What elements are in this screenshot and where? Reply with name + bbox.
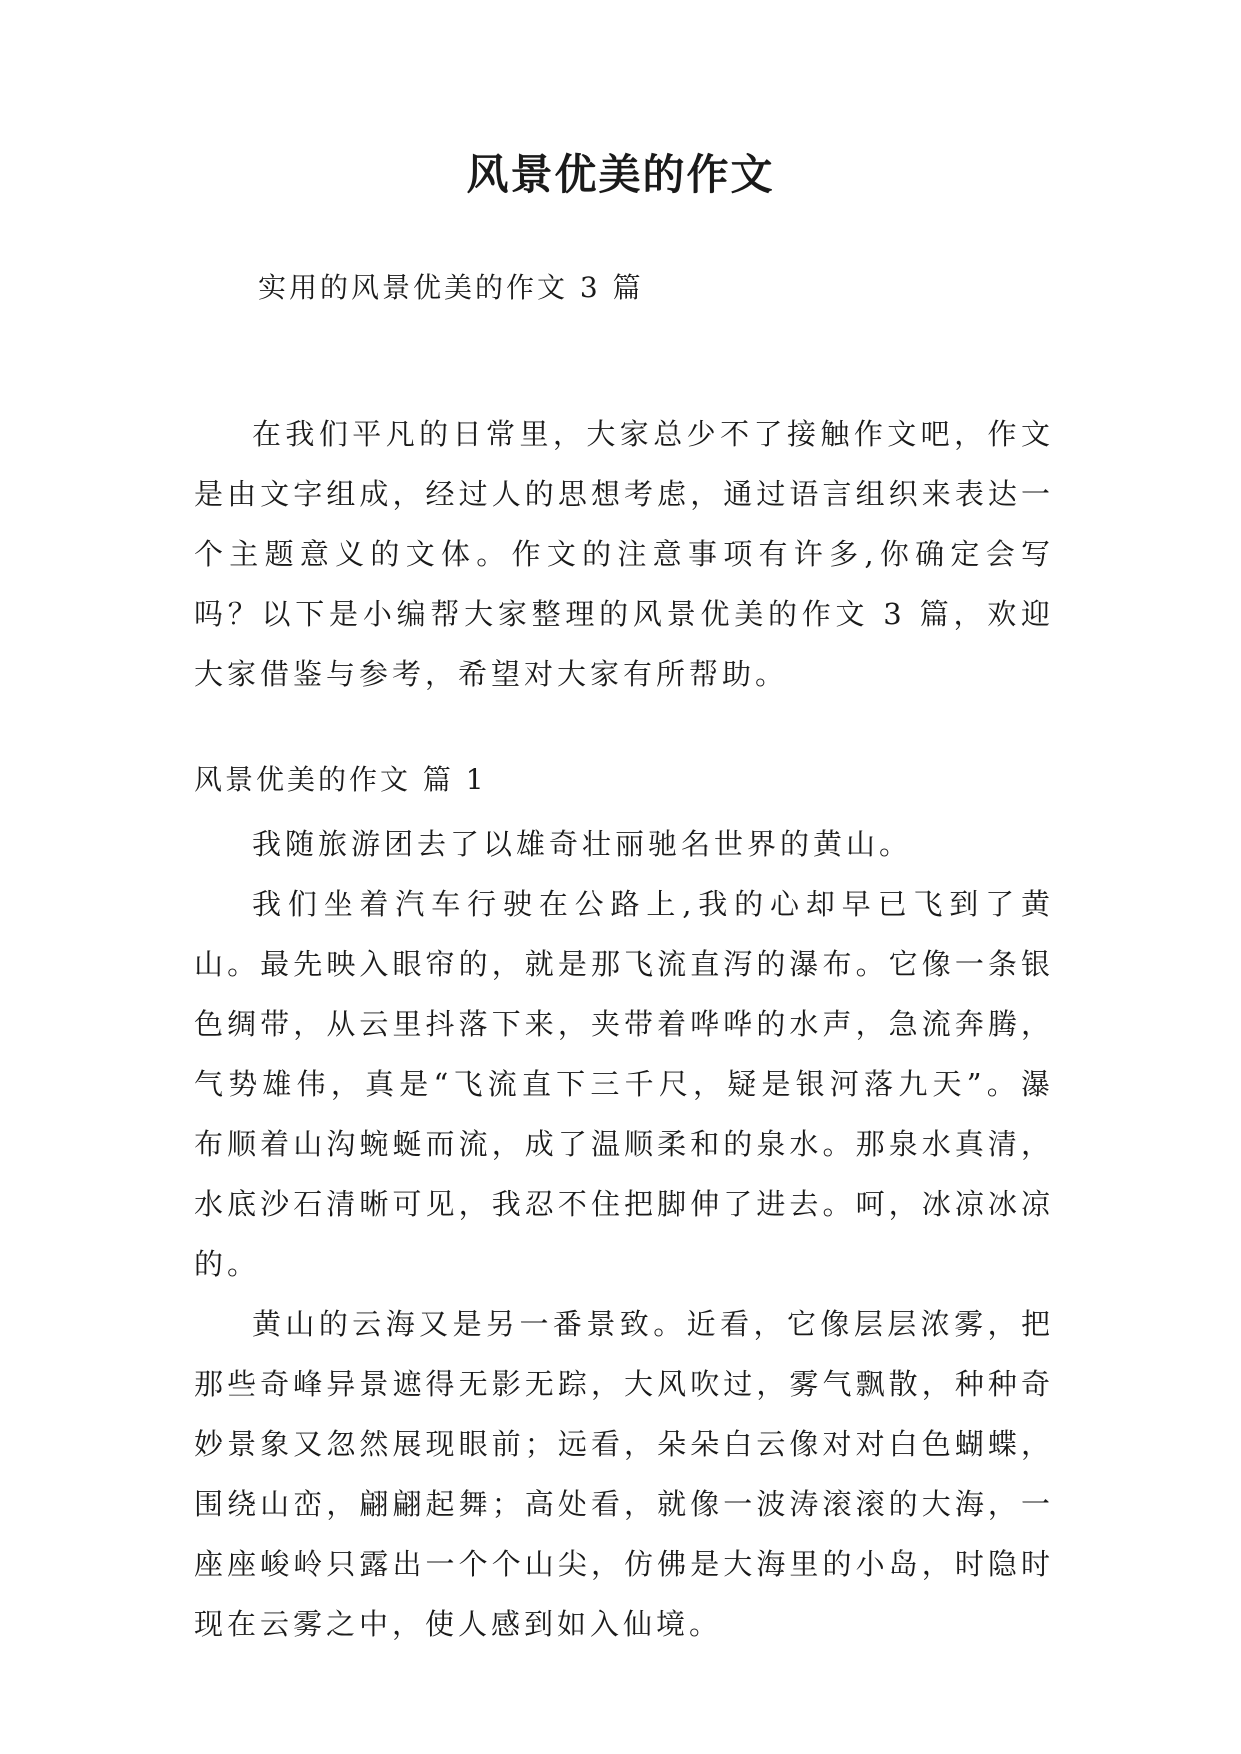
intro-block xyxy=(194,404,1054,704)
essay-paragraph: 我们坐着汽车行驶在公路上,我的心却早已飞到了黄山。最先映入眼帘的，就是那飞流直泻的瀑布。它像一条银色绸带，从云里抖落下来，夹带着哗哗的水声，急流奔腾，气势雄伟，真是“飞流直下三千尺，疑是银河落九天”。瀑布顺着山沟蜿蜒而流，成了温顺柔和的泉水。那泉水真清，水底沙石清晰可见，我忍不住把脚伸了进去。呵，冰凉冰凉的。 xyxy=(194,887,1054,1281)
document-subtitle: 实用的风景优美的作文 3 篇 xyxy=(258,271,644,304)
essay-paragraph: 黄山的云海又是另一番景致。近看，它像层层浓雾，把那些奇峰异景遮得无影无踪，大风吹过，雾气飘散，种种奇妙景象又忽然展现眼前；远看，朵朵白云像对对白色蝴蝶，围绕山峦，翩翩起舞；高处看，就像一波涛滚滚的大海，一座座峻岭只露出一个个山尖，仿佛是大海里的小岛，时隐时现在云雾之中，使人感到如入仙境。 xyxy=(194,1307,1054,1641)
essay-paragraph: 我随旅游团去了以雄奇壮丽驰名世界的黄山。 xyxy=(252,827,913,861)
page-title: 风景优美的作文 xyxy=(466,150,775,199)
intro-paragraph: 在我们平凡的日常里，大家总少不了接触作文吧，作文是由文字组成，经过人的思想考虑，通过语言组织来表达一个主题意义的文体。作文的注意事项有许多,你确定会写吗？以下是小编帮大家整理的风景优美的作文 3 篇，欢迎大家借鉴与参考，希望对大家有所帮助。 xyxy=(194,417,1054,691)
section-heading: 风景优美的作文 篇 1 xyxy=(194,763,487,796)
essay-body xyxy=(194,814,1054,1654)
